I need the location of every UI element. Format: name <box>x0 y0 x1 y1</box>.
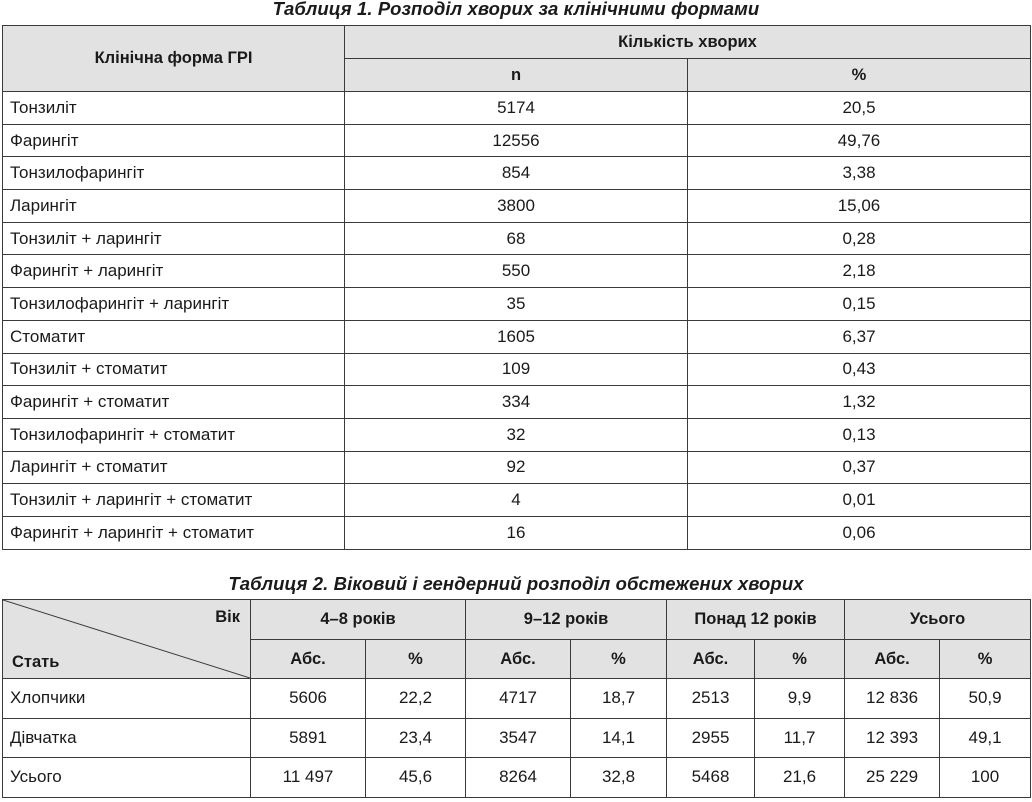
table1-caption: Таблиця 1. Розподіл хворих за клінічними формами <box>272 0 760 19</box>
table-row <box>3 451 1031 484</box>
count-cell: 854 <box>345 157 688 190</box>
subheader-abs: Абс. <box>251 640 366 679</box>
sex-label-cell: Хлопчики <box>3 679 251 719</box>
count-cell: 109 <box>345 353 688 386</box>
percent-cell: 0,01 <box>688 484 1031 517</box>
clinical-form-cell: Тонзилофарингіт + ларингіт <box>3 288 345 321</box>
percent-cell: 15,06 <box>688 190 1031 223</box>
table-row <box>3 320 1031 353</box>
percent-cell: 2,18 <box>688 255 1031 288</box>
percent-cell: 0,06 <box>688 516 1031 549</box>
percent-cell: 0,13 <box>688 418 1031 451</box>
table-row <box>3 386 1031 419</box>
percent-cell: 0,37 <box>688 451 1031 484</box>
percent-cell: 6,37 <box>688 320 1031 353</box>
group-header: Усього <box>845 600 1031 640</box>
table-row <box>3 288 1031 321</box>
table-row <box>3 418 1031 451</box>
clinical-form-cell: Тонзиліт + ларингіт <box>3 222 345 255</box>
percent-cell: 49,76 <box>688 124 1031 157</box>
count-cell: 92 <box>345 451 688 484</box>
header-n: n <box>345 59 688 92</box>
header-clinical-form: Клінічна форма ГРІ <box>3 26 345 92</box>
percent-value-cell: 23,4 <box>366 718 466 758</box>
abs-value-cell: 5468 <box>667 758 755 798</box>
count-cell: 3800 <box>345 190 688 223</box>
count-cell: 12556 <box>345 124 688 157</box>
age-gender-table <box>2 599 1031 798</box>
clinical-form-cell: Тонзиліт + ларингіт + стоматит <box>3 484 345 517</box>
percent-value-cell: 49,1 <box>940 718 1031 758</box>
table-row <box>3 190 1031 223</box>
percent-value-cell: 100 <box>940 758 1031 798</box>
sex-label-cell: Усього <box>3 758 251 798</box>
clinical-form-cell: Тонзилофарингіт <box>3 157 345 190</box>
abs-value-cell: 12 393 <box>845 718 940 758</box>
table-row <box>3 157 1031 190</box>
table2-caption: Таблиця 2. Віковий і гендерний розподіл обстежених хворих <box>228 573 804 594</box>
subheader-abs: Абс. <box>845 640 940 679</box>
subheader-percent: % <box>366 640 466 679</box>
clinical-form-cell: Фарингіт + стоматит <box>3 386 345 419</box>
percent-value-cell: 22,2 <box>366 679 466 719</box>
header-patient-count: Кількість хворих <box>345 26 1031 59</box>
clinical-form-cell: Ларингіт + стоматит <box>3 451 345 484</box>
abs-value-cell: 5606 <box>251 679 366 719</box>
percent-cell: 3,38 <box>688 157 1031 190</box>
percent-value-cell: 45,6 <box>366 758 466 798</box>
clinical-form-cell: Ларингіт <box>3 190 345 223</box>
table-row <box>3 758 1031 798</box>
percent-value-cell: 11,7 <box>755 718 845 758</box>
corner-age-label: Вік <box>215 608 240 626</box>
percent-value-cell: 18,7 <box>571 679 667 719</box>
abs-value-cell: 11 497 <box>251 758 366 798</box>
clinical-form-cell: Тонзиліт + стоматит <box>3 353 345 386</box>
abs-value-cell: 25 229 <box>845 758 940 798</box>
subheader-percent: % <box>755 640 845 679</box>
clinical-form-cell: Тонзиліт <box>3 92 345 125</box>
table-row <box>3 92 1031 125</box>
table-row <box>3 718 1031 758</box>
table-row <box>3 484 1031 517</box>
percent-value-cell: 50,9 <box>940 679 1031 719</box>
count-cell: 5174 <box>345 92 688 125</box>
count-cell: 1605 <box>345 320 688 353</box>
table-row <box>3 516 1031 549</box>
abs-value-cell: 2955 <box>667 718 755 758</box>
percent-cell: 0,15 <box>688 288 1031 321</box>
header-percent: % <box>688 59 1031 92</box>
percent-cell: 1,32 <box>688 386 1031 419</box>
corner-header <box>3 600 251 679</box>
clinical-form-cell: Фарингіт + ларингіт + стоматит <box>3 516 345 549</box>
percent-cell: 20,5 <box>688 92 1031 125</box>
clinical-forms-table <box>2 25 1031 550</box>
table-row <box>3 222 1031 255</box>
table-row <box>3 353 1031 386</box>
subheader-percent: % <box>940 640 1031 679</box>
count-cell: 334 <box>345 386 688 419</box>
count-cell: 32 <box>345 418 688 451</box>
clinical-form-cell: Фарингіт + ларингіт <box>3 255 345 288</box>
group-header: 9–12 років <box>466 600 667 640</box>
clinical-form-cell: Фарингіт <box>3 124 345 157</box>
abs-value-cell: 3547 <box>466 718 571 758</box>
percent-value-cell: 14,1 <box>571 718 667 758</box>
clinical-form-cell: Стоматит <box>3 320 345 353</box>
abs-value-cell: 5891 <box>251 718 366 758</box>
abs-value-cell: 2513 <box>667 679 755 719</box>
subheader-percent: % <box>571 640 667 679</box>
group-header: Понад 12 років <box>667 600 845 640</box>
count-cell: 16 <box>345 516 688 549</box>
sex-label-cell: Дівчатка <box>3 718 251 758</box>
abs-value-cell: 8264 <box>466 758 571 798</box>
percent-value-cell: 32,8 <box>571 758 667 798</box>
percent-value-cell: 9,9 <box>755 679 845 719</box>
table-row <box>3 679 1031 719</box>
count-cell: 4 <box>345 484 688 517</box>
subheader-abs: Абс. <box>667 640 755 679</box>
group-header: 4–8 років <box>251 600 466 640</box>
subheader-abs: Абс. <box>466 640 571 679</box>
percent-cell: 0,43 <box>688 353 1031 386</box>
count-cell: 550 <box>345 255 688 288</box>
table-row <box>3 255 1031 288</box>
abs-value-cell: 12 836 <box>845 679 940 719</box>
percent-cell: 0,28 <box>688 222 1031 255</box>
corner-sex-label: Стать <box>12 653 60 671</box>
abs-value-cell: 4717 <box>466 679 571 719</box>
count-cell: 35 <box>345 288 688 321</box>
clinical-form-cell: Тонзилофарингіт + стоматит <box>3 418 345 451</box>
count-cell: 68 <box>345 222 688 255</box>
table-row <box>3 124 1031 157</box>
percent-value-cell: 21,6 <box>755 758 845 798</box>
